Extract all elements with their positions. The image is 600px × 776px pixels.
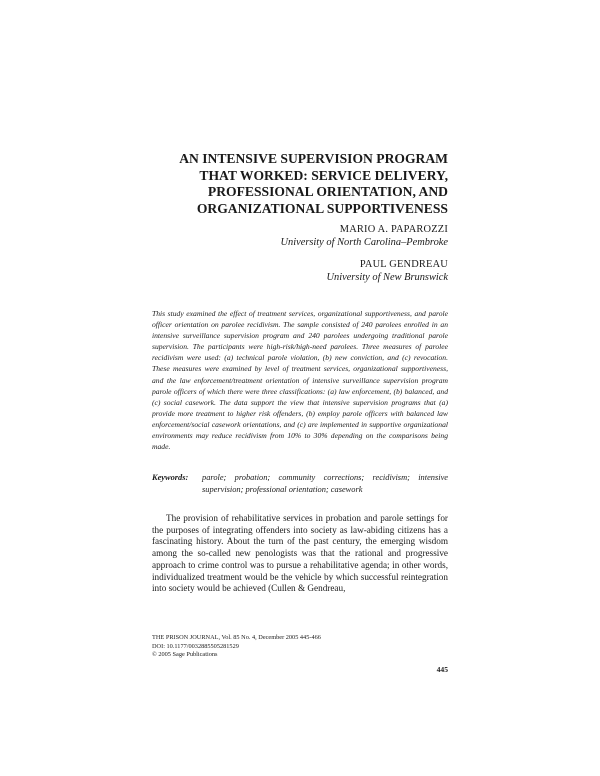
- author-affiliation: University of North Carolina–Pembroke: [280, 237, 448, 248]
- author-name: MARIO A. PAPAROZZI: [339, 224, 448, 235]
- footer-citation: [152, 634, 321, 660]
- keywords-label: Keywords:: [152, 473, 189, 482]
- title-line: THAT WORKED: SERVICE DELIVERY,: [199, 167, 448, 183]
- author-affiliation: University of New Brunswick: [326, 272, 448, 283]
- keywords: [152, 472, 448, 496]
- title-line: ORGANIZATIONAL SUPPORTIVENESS: [196, 200, 448, 216]
- copyright: © 2005 Sage Publications: [152, 651, 218, 659]
- author-name: PAUL GENDREAU: [359, 259, 448, 270]
- author-block: [281, 223, 448, 284]
- keywords-text: parole; probation; community corrections; recidivism; intensive supervision; professional orientation; casework: [202, 473, 448, 494]
- journal-citation: THE PRISON JOURNAL, Vol. 85 No. 4, December 2005 445-466: [152, 634, 321, 641]
- title-line: PROFESSIONAL ORIENTATION, AND: [207, 184, 448, 200]
- body-paragraph: The provision of rehabilitative services in probation and parole settings for the purposes of integrating offenders into society as law-abiding citizens has a fascinating history. About the turn of the past century, the emerging wisdom among the so-called new penologists was that the rational and progressive approach to crime control was to pursue a rehabilitative agenda; in other words, individualized treatment would be the vehicle by which successful reintegration into society would be achieved (Cullen & Gendreau,: [152, 513, 448, 594]
- doi: DOI: 10.1177/0032885505281529: [152, 642, 239, 650]
- title-line: AN INTENSIVE SUPERVISION PROGRAM: [179, 151, 448, 166]
- abstract: This study examined the effect of treatment services, organizational supportiveness, and parole officer orientation on parolee recidivism. The sample consisted of 240 parolees enrolled in an intensive surveillance supervision program and 240 parolees undergoing traditional parole supervision. The participants were high-risk/high-need parolees. Three measures of parolee recidivism were used: (a) technical parole violation, (b) new conviction, and (c) revocation. These measures were examined by level of treatment services, organizational supportiveness, and the law enforcement/treatment orientation of intensive surveillance supervision program parole officers of which there were three classifications: (a) law enforcement, (b) balanced, and (c) social casework. The data support the view that intensive supervision programs that (a) provide more treatment to higher risk offenders, (b) employ parole officers with balanced law enforcement/social casework orientations, and (c) are implemented in supportive organizational environments may reduce recidivism from 10% to 30% depending on the comparisons being made.: [152, 309, 448, 452]
- article-title: [150, 151, 448, 217]
- page-number: 445: [436, 665, 448, 674]
